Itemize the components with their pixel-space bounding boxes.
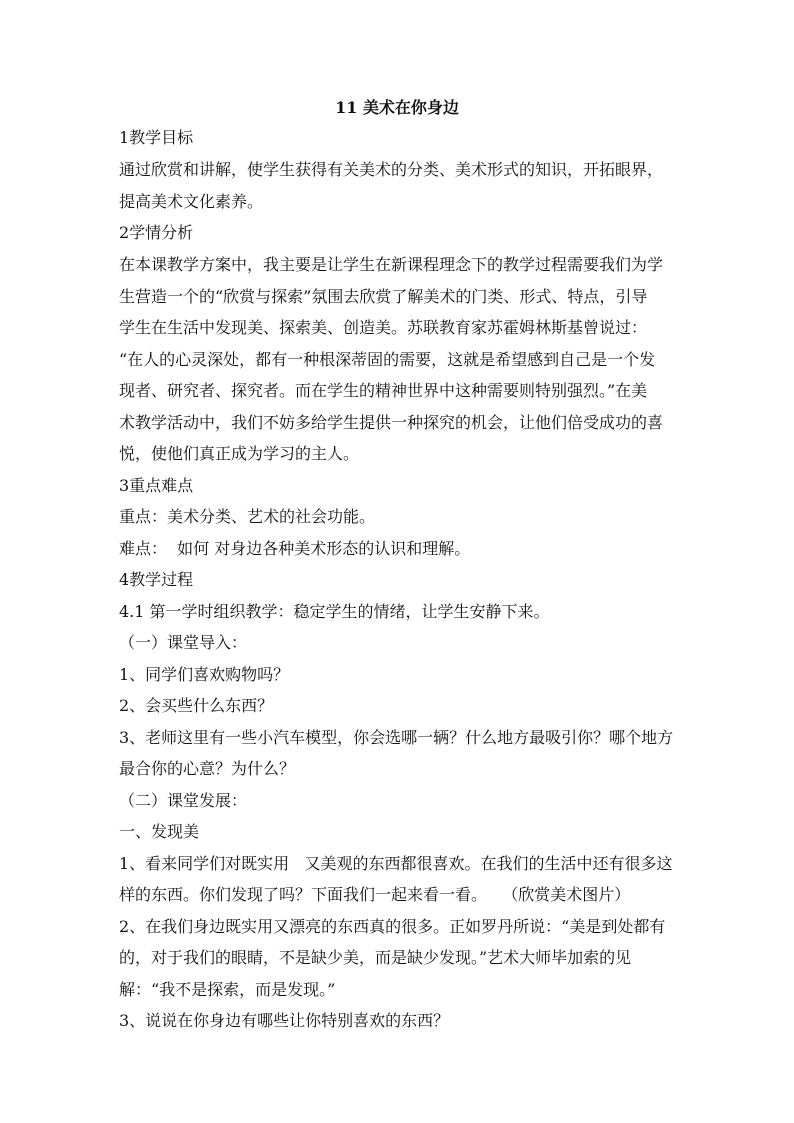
paragraph-line: （一）课堂导入： <box>119 633 248 652</box>
paragraph-line: 3、老师这里有一些小汽车模型，你会选哪一辆？什么地方最吸引你？哪个地方 <box>119 728 674 747</box>
paragraph-line: 一、发现美 <box>119 822 200 841</box>
paragraph-line: 生营造一个的“欣赏与探索”氛围去欣赏了解美术的门类、形式、特点，引导 <box>119 287 648 306</box>
paragraph-line: 4.1 第一学时组织教学：稳定学生的情绪，让学生安静下来。 <box>119 602 550 621</box>
paragraph-line: 通过欣赏和讲解，使学生获得有关美术的分类、美术形式的知识，开拓眼界， <box>119 160 664 179</box>
paragraph-line: 1、看来同学们对既实用 又美观的东西都很喜欢。在我们的生活中还有很多这 <box>119 854 673 873</box>
document-title: 11 美术在你身边 <box>335 98 459 117</box>
paragraph-line: 2、会买些什么东西？ <box>119 696 274 715</box>
paragraph-line: 2、在我们身边既实用又漂亮的东西真的很多。正如罗丹所说：“美是到处都有 <box>119 917 666 936</box>
paragraph-line: 术教学活动中，我们不妨多给学生提供一种探究的机会，让他们倍受成功的喜 <box>119 413 664 432</box>
paragraph-line: 现者、研究者、探究者。而在学生的精神世界中这种需要则特别强烈。”在美 <box>119 381 648 400</box>
paragraph-line: 1、同学们喜欢购物吗？ <box>119 665 290 684</box>
paragraph-line: 难点： 如何 对身边各种美术形态的认识和理解。 <box>119 539 471 558</box>
paragraph-line: 提高美术文化素养。 <box>119 192 264 211</box>
paragraph-line: 的，对于我们的眼睛，不是缺少美，而是缺少发现。”艺术大师毕加索的见 <box>119 948 632 967</box>
paragraph-line: （二）课堂发展： <box>119 791 248 810</box>
paragraph-line: 学生在生活中发现美、探索美、创造美。苏联教育家苏霍姆林斯基曾说过： <box>119 318 648 337</box>
paragraph-line: 在本课教学方案中，我主要是让学生在新课程理念下的教学过程需要我们为学 <box>119 255 664 274</box>
section-heading-key-points: 3重点难点 <box>119 476 194 495</box>
section-heading-process: 4教学过程 <box>119 570 194 589</box>
paragraph-line: 样的东西。你们发现了吗？下面我们一起来看一看。 （欣赏美术图片） <box>119 885 631 904</box>
section-heading-analysis: 2学情分析 <box>119 223 194 242</box>
paragraph-line: 最合你的心意？为什么？ <box>119 759 296 778</box>
section-heading-objectives: 1教学目标 <box>119 128 194 147</box>
paragraph-line: 3、说说在你身边有哪些让你特别喜欢的东西？ <box>119 1011 450 1030</box>
paragraph-line: 重点：美术分类、艺术的社会功能。 <box>119 507 376 526</box>
paragraph-line: “在人的心灵深处，都有一种根深蒂固的需要，这就是希望感到自己是一个发 <box>119 350 656 369</box>
paragraph-line: 悦，使他们真正成为学习的主人。 <box>119 444 360 463</box>
paragraph-line: 解：“我不是探索，而是发现。” <box>119 980 336 999</box>
